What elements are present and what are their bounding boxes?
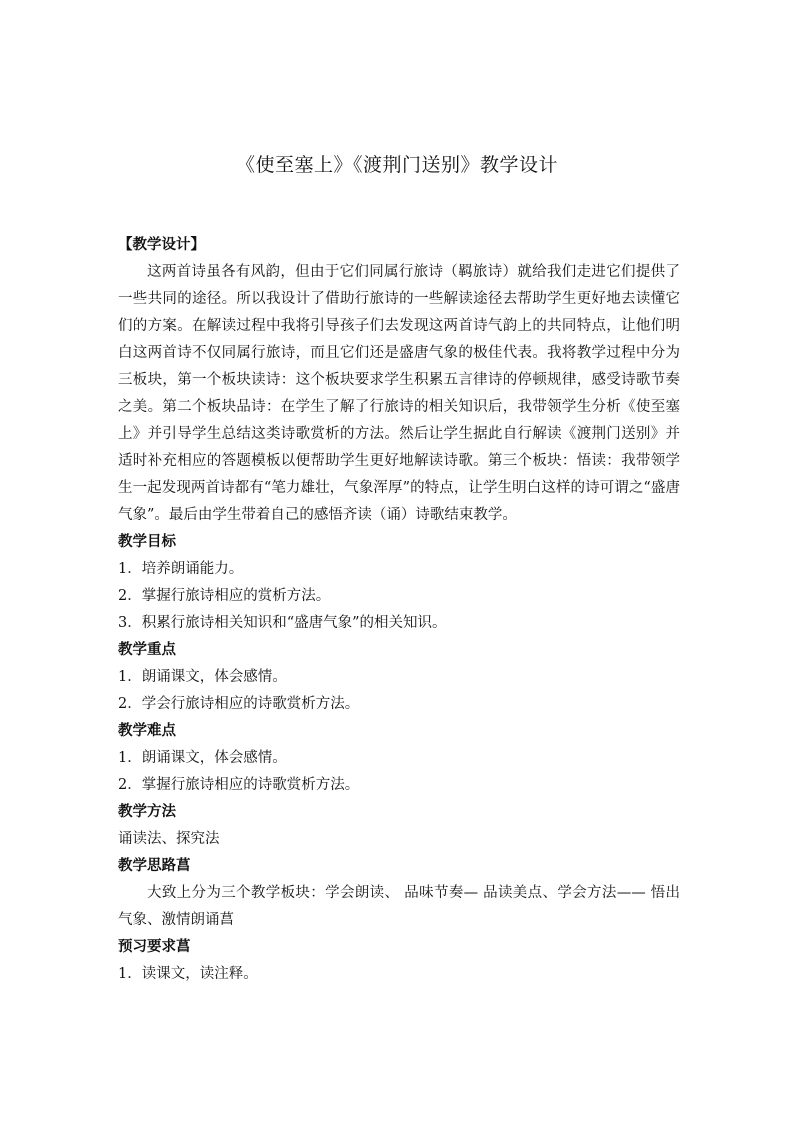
section-heading-approach: 教学思路菖 <box>118 858 191 874</box>
section-heading-key-points: 教学重点 <box>118 642 176 658</box>
key-point-item-1: 1．朗诵课文，体会感情。 <box>118 669 287 685</box>
approach-paragraph: 大致上分为三个教学板块：学会朗读、 品味节奏— 品读美点、学会方法—— 悟出气象、激情朗诵菖 <box>118 885 680 928</box>
section-heading-objectives: 教学目标 <box>118 534 176 550</box>
key-point-item-2: 2．学会行旅诗相应的诗歌赏析方法。 <box>118 696 360 712</box>
document-title: 《使至塞上》《渡荆门送别》教学设计 <box>235 154 558 176</box>
section-heading-methods: 教学方法 <box>118 804 176 820</box>
document-body <box>118 232 680 988</box>
difficulty-item-1: 1．朗诵课文，体会感情。 <box>118 750 287 766</box>
objective-item-3: 3．积累行旅诗相关知识和“盛唐气象”的相关知识。 <box>118 615 447 631</box>
section-heading-preview: 预习要求菖 <box>118 939 191 955</box>
difficulty-item-2: 2．掌握行旅诗相应的诗歌赏析方法。 <box>118 777 360 793</box>
section-heading-design: 【教学设计】 <box>118 237 205 253</box>
design-paragraph: 这两首诗虽各有风韵，但由于它们同属行旅诗（羁旅诗）就给我们走进它们提供了一些共同的途径。所以我设计了借助行旅诗的一些解读途径去帮助学生更好地去读懂它们的方案。在解读过程中我将引导孩子们去发现这两首诗气韵上的共同特点，让他们明白这两首诗不仅同属行旅诗，而且它们还是盛唐气象的极佳代表。我将教学过程中分为三板块，第一个板块读诗：这个板块要求学生积累五言律诗的停顿规律，感受诗歌节奏之美。第二个板块品诗：在学生了解了行旅诗的相关知识后，我带领学生分析《使至塞上》并引导学生总结这类诗歌赏析的方法。然后让学生据此自行解读《渡荆门送别》并适时补充相应的答题模板以便帮助学生更好地解读诗歌。第三个板块：悟读：我带领学生一起发现两首诗都有“笔力雄壮，气象浑厚”的特点，让学生明白这样的诗可谓之“盛唐气象”。最后由学生带着自己的感悟齐读（诵）诗歌结束教学。 <box>118 264 680 523</box>
objective-item-1: 1．培养朗诵能力。 <box>118 561 244 577</box>
objective-item-2: 2．掌握行旅诗相应的赏析方法。 <box>118 588 331 604</box>
section-heading-difficulties: 教学难点 <box>118 723 176 739</box>
method-item-1: 诵读法、探究法 <box>118 831 220 847</box>
preview-item-1: 1．读课文，读注释。 <box>118 966 258 982</box>
